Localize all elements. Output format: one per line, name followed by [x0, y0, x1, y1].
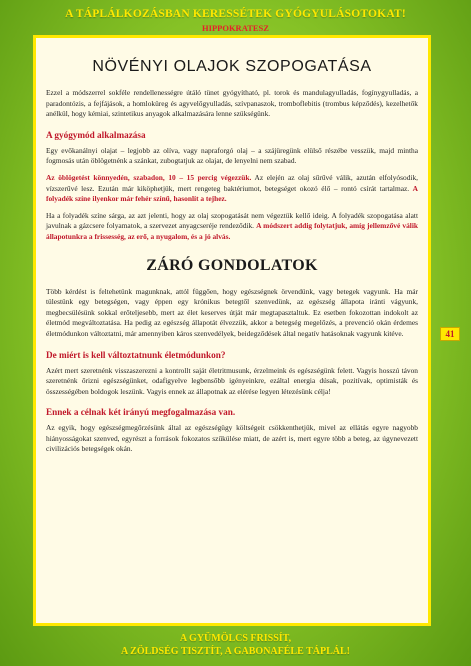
body-text: Ha a folyadék színe sárga, az azt jelenti, hogy az olaj szopogatását nem végeztük kellő ideig. A folyadék szopogatása alatt javulnak a gázcsere folyamatok, a szervezet anyagcseréje rendeződik.: [46, 210, 418, 231]
content-panel: [33, 35, 431, 626]
section2-question-1: De miért is kell változtatnunk életmódunkon?: [46, 349, 226, 360]
section1-paragraph-1: Egy evőkanálnyi olajat – legjobb az olíva, vagy napraforgó olaj – a szájüregünk elülső részébe vesszük, majd mintha fogmosás után öblögetnénk a szánkat, zubogtatjuk az olajat, de lenyelni nem szabad.: [46, 145, 418, 166]
section2-title: ZÁRÓ GONDOLATOK: [146, 256, 318, 274]
highlight-text: A folyadék színe ilyenkor már fehér színű, hasonlít a tejhez.: [46, 183, 418, 204]
footer-slogan: [0, 632, 471, 658]
section2-paragraph-3: Az egyik, hogy egészségmegőrzésünk által az egészségügy költségeit csökkenthetjük, mivel az ellátás egyre nagyobb hiányosságokat szenved, egyrészt a források fokozatos szűkülése miatt, de azért is, mert egyre több a beteg, az úgynevezett civilizációs betegségek okán.: [46, 423, 418, 454]
header-author: HIPPOKRATESZ: [202, 23, 269, 33]
section1-paragraph-2: [46, 173, 418, 205]
footer-line-2: A ZÖLDSÉG TISZTÍT, A GABONAFÉLE TÁPLÁL!: [121, 646, 350, 657]
footer-line-1: A GYÜMÖLCS FRISSÍT,: [179, 633, 292, 644]
section1-paragraph-3: [46, 211, 418, 243]
section2-question-2: Ennek a célnak két irányú megfogalmazása van.: [46, 407, 236, 418]
section1-intro: Ezzel a módszerrel sokféle rendellenességre útáló tünet gyógyítható, pl. torok és mandulagyulladás, fogínygyulladás, a paradontózis, a fejfájások, a homloküreg és agyvelőgyulladás, szívpanaszok, tromboflebitis (trombus képződés), kezelhetők anélkül, hogy kémiai, szintetikus anyagok alkalmazására lenne szükségünk.: [46, 88, 418, 119]
highlight-text: Az öblögetést könnyedén, szabadon, 10 – 15 percig végezzük.: [46, 172, 252, 182]
section1-title: NÖVÉNYI OLAJOK SZOPOGATÁSA: [92, 58, 372, 75]
section2-paragraph-2: Azért mert szeretnénk visszaszerezni a kontrollt saját életritmusunk, érzelmeink és egészségünk felett. Vagyis hosszú távon szeretnénk őrizni egészségünket, odafigyelve legbensőbb igényeinkre, ezáltal energia dúsak, pozitívak, optimisták és összességében boldogok leszünk. Vagyis ennek az állapotnak az elérése legyen létezésünk célja!: [46, 365, 418, 396]
header-motto: A TÁPLÁLKOZÁSBAN KERESSÉTEK GYÓGYULÁSOTOKAT!: [65, 8, 406, 20]
page-number: 41: [440, 327, 460, 341]
section1-subtitle: A gyógymód alkalmazása: [46, 129, 146, 140]
highlight-text: A módszert addig folytatjuk, amíg jellemzővé válik állapotunkra a frissesség, az erő, a nyugalom, és a jó alvás.: [46, 221, 418, 241]
body-text: Az elején az olaj sűrűvé válik, azután elfolyósodik, vízszerűvé lesz. Ezután már kiköphetjük, mert rengeteg baktériumot, betegséget okozó élő – rontó csírát tartalmaz.: [46, 172, 418, 193]
section2-paragraph-1: Több kérdést is feltehetünk magunknak, attól függően, hogy egészségnek örvendünk, vagy betegek vagyunk. Ha már tülestünk egy betegségen, vagy éppen egy krónikus betegtől szenvedünk, az egészség állapota iránti vágyunk, megbecsülésünk sokkal erőteljesebb, mert az élet keserves útját már megtapasztaltuk. Ez esetben fokozottan indokolt az életmód megváltoztatása. Ha pedig az egészség állapotát élvezzük, akkor a betegség megelőzés, a prevenció okán érdemes életmódunkon változtatni, már amennyiben káros szenvedélyek, beidegződések által negatív hatásoknak vagyunk kitéve.: [46, 286, 418, 338]
